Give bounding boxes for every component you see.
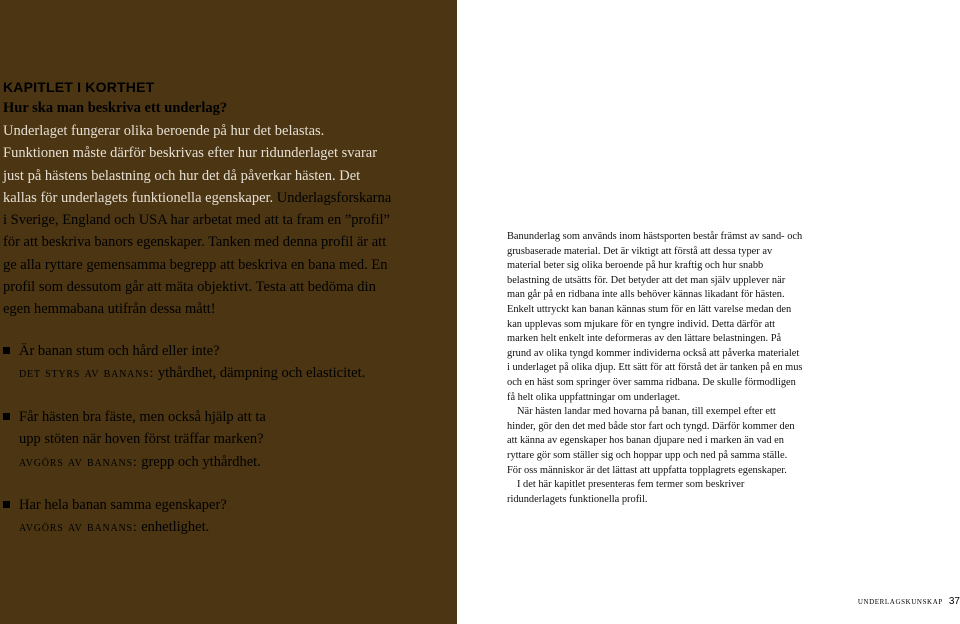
chapter-summary	[3, 78, 451, 321]
intro-line: Funktionen måste därför beskrivas efter hur ridunderlaget svarar	[3, 145, 378, 162]
intro-line: Underlaget fungerar olika beroende på hur det belastas.	[3, 123, 325, 139]
running-head: underlagskunskap	[857, 597, 943, 607]
answer-label: avgörs av banans:	[19, 520, 138, 536]
answer-text: ythårdhet, dämpning och elasticitet.	[154, 365, 366, 382]
intro-line: ge alla ryttare gemensamma begrepp att beskriva en bana med. En	[3, 256, 388, 273]
question-text	[19, 494, 227, 540]
intro-line: just på hästens belastning och hur det då påverkar hästen. Det	[3, 167, 361, 184]
answer-text: enhetlighet.	[137, 519, 210, 536]
body-text	[507, 230, 803, 507]
answer-label: det styrs av banans:	[19, 366, 155, 382]
chapter-kicker: KAPITLET I KORTHET	[3, 79, 155, 95]
answer-label: avgörs av banans:	[19, 454, 138, 470]
question-text	[19, 406, 266, 474]
bullet-square-icon	[3, 501, 10, 508]
intro-line: för att beskriva banors egenskaper. Tanken med denna profil är att	[3, 234, 387, 251]
body-paragraph: I det här kapitlet presenteras fem termer som beskriver ridunderlagets funktionella profil.	[507, 479, 745, 505]
question-line: Har hela banan samma egenskaper?	[19, 497, 227, 513]
question-line: upp stöten när hoven först träffar marken?	[19, 431, 264, 448]
intro-line: profil som dessutom går att mäta objektivt. Testa att bedöma din	[3, 279, 376, 296]
intro-line: kallas för underlagets funktionella egenskaper.	[3, 189, 274, 206]
question-text	[19, 340, 365, 386]
body-paragraph: Banunderlag som används inom hästsporten består främst av sand- och grusbaserade material. Det är viktigt att förstå att dessa typer av material beter sig olika beroende på hur kraftig och hur snabb belastning de utsätts för. Det betyder att det man själv upplever när man går på en ridbana inte alls behöver kännas likadant för hästen. Enkelt uttryckt kan banan kännas stum för en lätt varelse medan den kan upplevas som mjukare för en tyngre individ. Detta därför att marken helt enkelt inte deformeras av den lättare belastningen. På grund av olika tyngd kommer individerna också att påverka materialet i underlaget på olika djup. Ett sätt för att förstå det är tanken på en mus och en häst som springer över samma ridbana. De skulle förmodligen få helt olika uppfattningar om underlaget.	[507, 231, 803, 403]
intro-line: egen hemmabana utifrån dessa mått!	[3, 301, 216, 318]
page-number: 37	[948, 596, 960, 607]
bullet-square-icon	[3, 413, 10, 420]
body-paragraph: När hästen landar med hovarna på banan, till exempel efter ett hinder, gör den det med både stor fart och tyngd. Därför kommer den att känna av egenskaper hos banan djupare ned i marken än vad en ryttare gör som ställer sig och hoppar upp och ned på samma ställe. För oss människor är det lättast att uppfatta topplagrets egenskaper.	[507, 406, 795, 476]
question-line: Är banan stum och hård eller inte?	[19, 343, 220, 359]
answer-text: grepp och ythårdhet.	[137, 453, 261, 470]
summary-question: Hur ska man beskriva ett underlag?	[3, 100, 228, 116]
intro-line: Underlagsforskarna	[273, 189, 392, 206]
summary-intro	[3, 120, 451, 321]
bullet-square-icon	[3, 347, 10, 354]
intro-line: i Sverige, England och USA har arbetat med att ta fram en ”profil”	[3, 212, 390, 229]
page-footer	[760, 596, 960, 607]
question-line: Får hästen bra fäste, men också hjälp att ta	[19, 409, 266, 425]
